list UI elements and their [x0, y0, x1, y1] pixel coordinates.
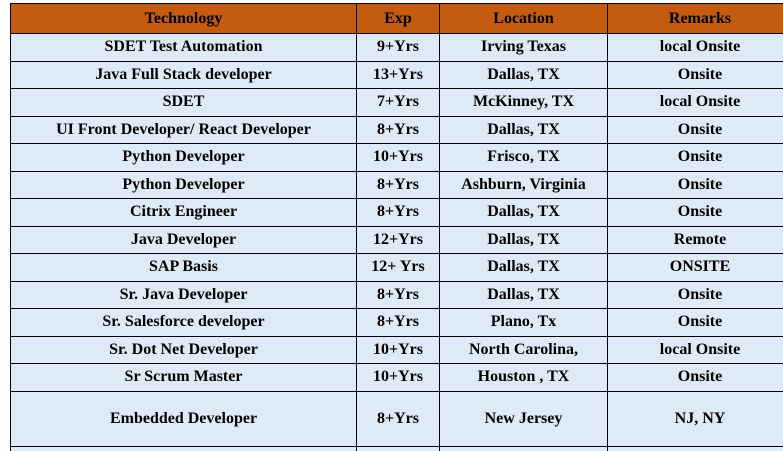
- cell-location: Houston , TX: [440, 364, 608, 392]
- cell-exp: 8+Yrs: [357, 199, 440, 227]
- table-row: [11, 281, 783, 309]
- table-row: [11, 171, 783, 199]
- table-row: [11, 391, 783, 446]
- cell-remarks: Onsite: [608, 61, 783, 89]
- cell-technology: Python Developer: [11, 171, 357, 199]
- cell-technology: Sr. Java Developer: [11, 281, 357, 309]
- cell-location: Frisco, TX: [440, 144, 608, 172]
- cell-location: New Jersey: [440, 391, 608, 446]
- cell-exp: 8+Yrs: [357, 309, 440, 337]
- cell-location: Dallas, TX: [440, 226, 608, 254]
- cell-technology: Embedded Developer: [11, 391, 357, 446]
- cell-remarks: Onsite: [608, 309, 783, 337]
- cell-exp: [357, 446, 440, 451]
- table-row: [11, 309, 783, 337]
- table-row: [11, 34, 783, 62]
- cell-location: Irving Texas: [440, 34, 608, 62]
- column-header-location: Location: [440, 4, 608, 34]
- cell-remarks: Onsite: [608, 199, 783, 227]
- cell-remarks: Onsite: [608, 281, 783, 309]
- table-row: [11, 226, 783, 254]
- cell-location: North Carolina,: [440, 336, 608, 364]
- cell-exp: 10+Yrs: [357, 364, 440, 392]
- table-header: [11, 4, 783, 34]
- jobs-table: [10, 3, 783, 451]
- cell-remarks: local Onsite: [608, 34, 783, 62]
- cell-location: Dallas, TX: [440, 254, 608, 282]
- table-row: [11, 199, 783, 227]
- cell-technology: Citrix Engineer: [11, 199, 357, 227]
- cell-technology: Sr Scrum Master: [11, 364, 357, 392]
- cell-location: Ashburn, Virginia: [440, 171, 608, 199]
- cell-technology: Sr. Dot Net Developer: [11, 336, 357, 364]
- cell-location: Plano, Tx: [440, 309, 608, 337]
- table-body: [11, 34, 783, 447]
- cell-location: Dallas, TX: [440, 281, 608, 309]
- cell-remarks: Onsite: [608, 171, 783, 199]
- column-header-exp: Exp: [357, 4, 440, 34]
- cell-location: Dallas, TX: [440, 199, 608, 227]
- cell-exp: 8+Yrs: [357, 391, 440, 446]
- table-row: [11, 116, 783, 144]
- table-partial-row-container: [11, 446, 783, 451]
- cell-exp: 8+Yrs: [357, 171, 440, 199]
- cell-remarks: local Onsite: [608, 89, 783, 117]
- cell-technology: Sr. Salesforce developer: [11, 309, 357, 337]
- cell-location: Dallas, TX: [440, 61, 608, 89]
- cell-remarks: Onsite: [608, 144, 783, 172]
- cell-remarks: Onsite: [608, 116, 783, 144]
- cell-exp: 7+Yrs: [357, 89, 440, 117]
- cell-remarks: Remote: [608, 226, 783, 254]
- cell-technology: [11, 446, 357, 451]
- header-row: [11, 4, 783, 34]
- cell-location: McKinney, TX: [440, 89, 608, 117]
- cell-remarks: NJ, NY: [608, 391, 783, 446]
- cell-exp: 12+Yrs: [357, 226, 440, 254]
- table-row: [11, 144, 783, 172]
- cell-exp: 10+Yrs: [357, 144, 440, 172]
- column-header-remarks: Remarks: [608, 4, 783, 34]
- table-row: [11, 254, 783, 282]
- cell-exp: 8+Yrs: [357, 116, 440, 144]
- table-row: [11, 61, 783, 89]
- cell-technology: SAP Basis: [11, 254, 357, 282]
- cell-exp: 13+Yrs: [357, 61, 440, 89]
- column-header-technology: Technology: [11, 4, 357, 34]
- cell-technology: Java Developer: [11, 226, 357, 254]
- cell-exp: 8+Yrs: [357, 281, 440, 309]
- cell-technology: UI Front Developer/ React Developer: [11, 116, 357, 144]
- cell-remarks: [608, 446, 783, 451]
- table-row: [11, 336, 783, 364]
- cell-remarks: ONSITE: [608, 254, 783, 282]
- table-row: [11, 364, 783, 392]
- cell-remarks: Onsite: [608, 364, 783, 392]
- cell-technology: Java Full Stack developer: [11, 61, 357, 89]
- cell-technology: SDET: [11, 89, 357, 117]
- cell-technology: SDET Test Automation: [11, 34, 357, 62]
- cell-exp: 12+ Yrs: [357, 254, 440, 282]
- cell-exp: 9+Yrs: [357, 34, 440, 62]
- cell-location: Dallas, TX: [440, 116, 608, 144]
- cell-remarks: local Onsite: [608, 336, 783, 364]
- cell-exp: 10+Yrs: [357, 336, 440, 364]
- partial-row: [11, 446, 783, 451]
- cell-technology: Python Developer: [11, 144, 357, 172]
- table-row: [11, 89, 783, 117]
- cell-location: [440, 446, 608, 451]
